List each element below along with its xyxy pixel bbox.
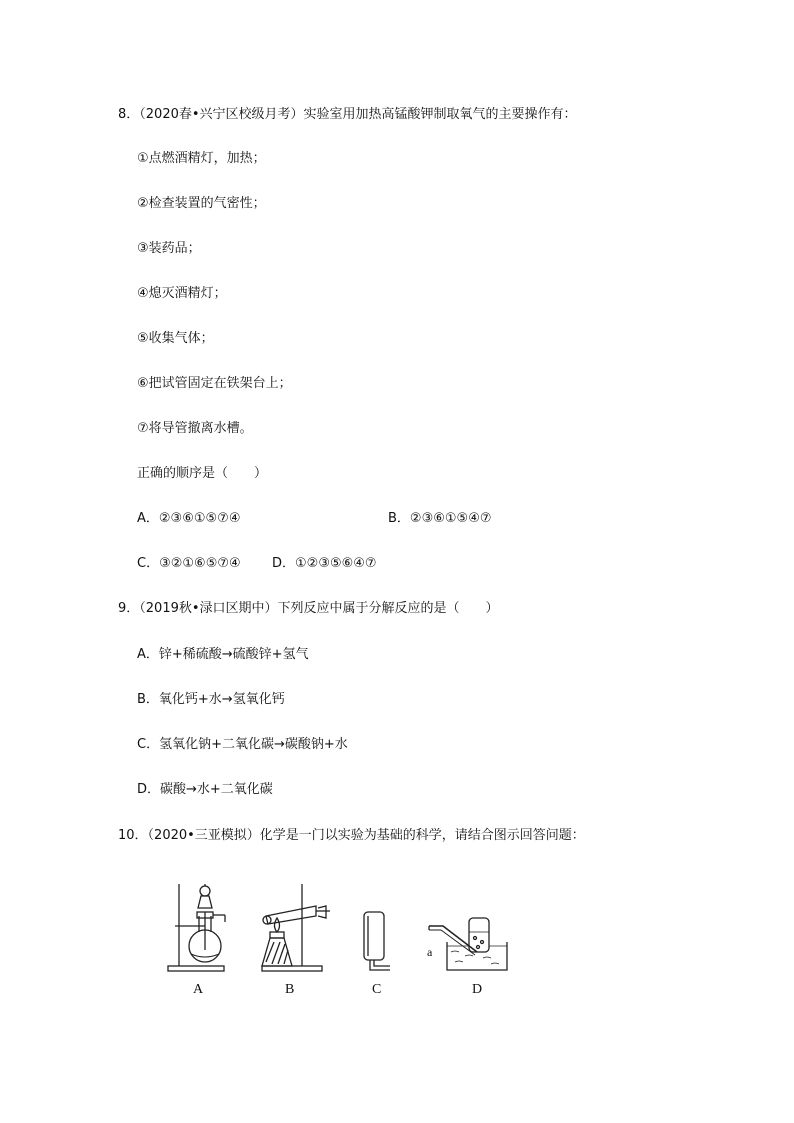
figure-label-a: A — [193, 982, 204, 997]
q9-option-b: B．氧化钙+水→氢氧化钙 — [137, 692, 285, 707]
q8-step-7: ⑦将导管撤离水槽。 — [137, 421, 253, 436]
q8-option-c: C．③②①⑥⑤⑦④ — [137, 556, 241, 571]
tube-label-a: a — [427, 945, 433, 959]
q9-option-d: D．碳酸→水+二氧化碳 — [137, 782, 273, 797]
q8-step-6: ⑥把试管固定在铁架台上； — [137, 376, 292, 391]
q9-option-a: A．锌+稀硫酸→硫酸锌+氢气 — [137, 647, 309, 662]
q9-stem: 9．（2019秋•渌口区期中）下列反应中属于分解反应的是（ ） — [118, 601, 499, 616]
q10-stem: 10．（2020•三亚模拟）化学是一门以实验为基础的科学，请结合图示回答问题： — [118, 828, 585, 843]
q8-step-5: ⑤收集气体； — [137, 331, 214, 346]
q8-option-b: B．②③⑥①⑤④⑦ — [388, 511, 492, 526]
apparatus-c-diagram — [360, 910, 396, 975]
q8-step-1: ①点燃酒精灯，加热； — [137, 151, 266, 166]
q8-option-a: A．②③⑥①⑤⑦④ — [137, 511, 241, 526]
q8-step-4: ④熄灭酒精灯； — [137, 286, 227, 301]
apparatus-a-diagram — [165, 880, 235, 975]
q8-step-2: ②检查装置的气密性； — [137, 196, 266, 211]
figure-label-b: B — [285, 982, 295, 997]
apparatus-d-diagram — [425, 912, 520, 977]
figure-label-c: C — [372, 982, 382, 997]
q8-option-d: D．①②③⑤⑥④⑦ — [272, 556, 377, 571]
figure-label-d: D — [472, 982, 483, 997]
q8-stem: 8．（2020春•兴宁区校级月考）实验室用加热高锰酸钾制取氧气的主要操作有： — [118, 107, 577, 122]
q9-option-c: C．氢氧化钠+二氧化碳→碳酸钠+水 — [137, 737, 348, 752]
q8-step-3: ③装药品； — [137, 241, 201, 256]
apparatus-b-diagram — [258, 880, 340, 975]
q8-ask: 正确的顺序是（ ） — [137, 466, 268, 481]
